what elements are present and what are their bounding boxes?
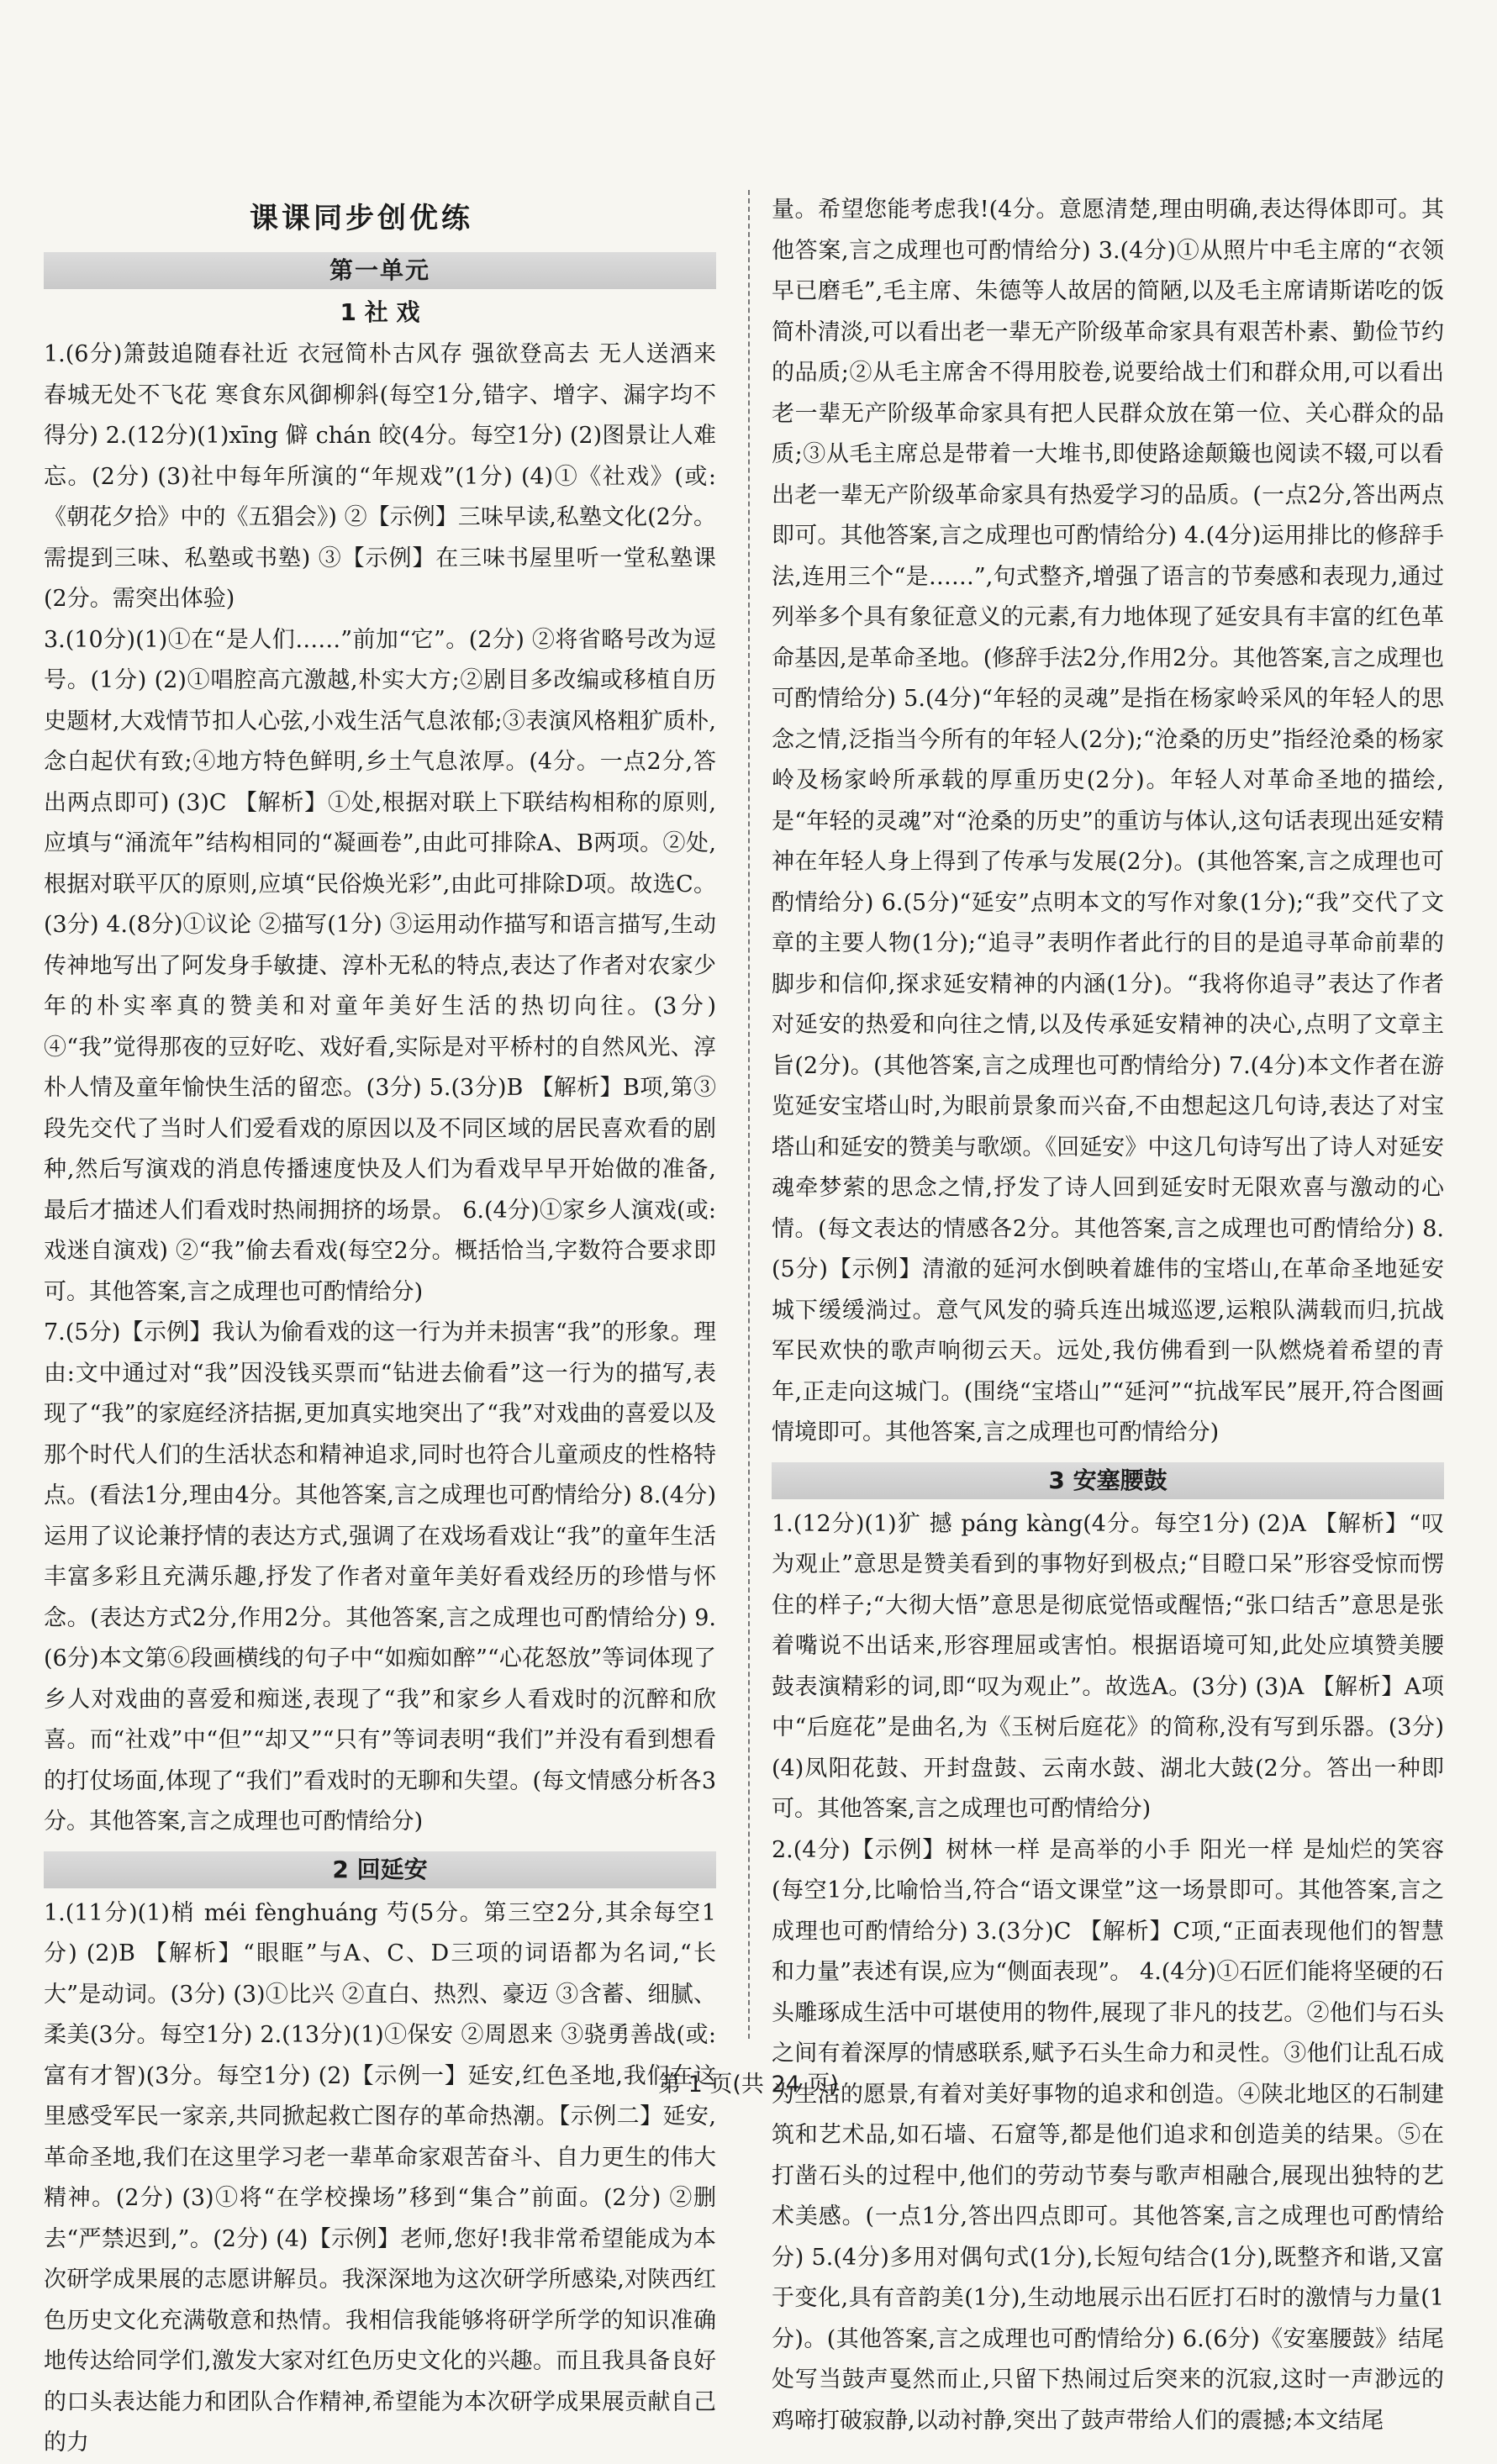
answer-paragraph: 1.(12分)(1)犷 撼 páng kàng(4分。每空1分) (2)A 【解析】“叹为观止”意思是赞美看到的事物好到极点;“目瞪口呆”形容受惊而愣住的样子;“大彻大悟”意思是彻底觉悟或醒悟;“张口结舌”意思是张着嘴说不出话来,形容理屈或害怕。根据语境可知,此处应填赞美腰鼓表演精彩的词,即“叹为观止”。故选A。(3分) (3)A 【解析】A项中“后庭花”是曲名,为《玉树后庭花》的简称,没有写到乐器。(3分) (4)凤阳花鼓、开封盘鼓、云南水鼓、湖北大鼓(2分。答出一种即可。其他答案,言之成理也可酌情给分) [772,1510,1444,1822]
unit-heading: 第一单元 [44,252,716,289]
lesson-2-heading: 2 回延安 [44,1851,716,1888]
right-column [772,190,1444,2441]
answer-paragraph: 2.(4分)【示例】树林一样 是高举的小手 阳光一样 是灿烂的笑容(每空1分,比喻恰当,符合“语文课堂”这一场景即可。其他答案,言之成理也可酌情给分) 3.(3分)C 【解析】C项,“正面表现他们的智慧和力量”表述有误,应为“侧面表现”。 4.(4分)①石匠们能将坚硬的石头雕琢成生活中可堪使用的物件,展现了非凡的技艺。②他们与石头之间有着深厚的情感联系,赋予石头生命力和灵性。③他们让乱石成为生活的愿景,有着对美好事物的追求和创造。④陕北地区的石制建筑和艺术品,如石墙、石窟等,都是他们追求和创造美的结果。⑤在打凿石头的过程中,他们的劳动节奏与歌声相融合,展现出独特的艺术美感。(一点1分,答出四点即可。其他答案,言之成理也可酌情给分) 5.(4分)多用对偶句式(1分),长短句结合(1分),既整齐和谐,又富于变化,具有音韵美(1分),生动地展示出石匠打石时的激情与力量(1分)。(其他答案,言之成理也可酌情给分) 6.(6分)《安塞腰鼓》结尾处写当鼓声戛然而止,只留下热闹过后突来的沉寂,这时一声渺远的鸡啼打破寂静,以动衬静,突出了鼓声带给人们的震撼;本文结尾 [772,1836,1444,2434]
answer-paragraph: 3.(10分)(1)①在“是人们……”前加“它”。(2分) ②将省略号改为逗号。(1分) (2)①唱腔高亢激越,朴实大方;②剧目多改编或移植自历史题材,大戏情节扣人心弦,小戏生活气息浓郁;③表演风格粗犷质朴,念白起伏有致;④地方特色鲜明,乡土气息浓厚。(4分。一点2分,答出两点即可) (3)C 【解析】①处,根据对联上下联结构相称的原则,应填与“涌流年”结构相同的“凝画卷”,由此可排除A、B两项。②处,根据对联平仄的原则,应填“民俗焕光彩”,由此可排除D项。故选C。(3分) 4.(8分)①议论 ②描写(1分) ③运用动作描写和语言描写,生动传神地写出了阿发身手敏捷、淳朴无私的特点,表达了作者对农家少年的朴实率真的赞美和对童年美好生活的热切向往。(3分) ④“我”觉得那夜的豆好吃、戏好看,实际是对平桥村的自然风光、淳朴人情及童年愉快生活的留恋。(3分) 5.(3分)B 【解析】B项,第③段先交代了当时人们爱看戏的原因以及不同区域的居民喜欢看的剧种,然后写演戏的消息传播速度快及人们为看戏早早开始做的准备,最后才描述人们看戏时热闹拥挤的场景。 6.(4分)①家乡人演戏(或:戏迷自演戏) ②“我”偷去看戏(每空2分。概括恰当,字数符合要求即可。其他答案,言之成理也可酌情给分) [44,626,716,1305]
page-number: 第 1 页(共 24 页) [658,2072,839,2098]
column-divider [748,190,750,2039]
lesson-3-heading: 3 安塞腰鼓 [772,1462,1444,1499]
left-column [44,250,716,2464]
answer-paragraph: 1.(11分)(1)梢 méi fènghuáng 芍(5分。第三空2分,其余每空1分) (2)B 【解析】“眼眶”与A、C、D三项的词语都为名词,“长大”是动词。(3分) (3)①比兴 ②直白、热烈、豪迈 ③含蓄、细腻、柔美(3分。每空1分) 2.(13分)(1)①保安 ②周恩来 ③骁勇善战(或:富有才智)(3分。每空1分) (2)【示例一】延安,红色圣地,我们在这里感受军民一家亲,共同掀起救亡图存的革命热潮。【示例二】延安,革命圣地,我们在这里学习老一辈革命家艰苦奋斗、自力更生的伟大精神。(2分) (3)①将“在学校操场”移到“集合”前面。(2分) ②删去“严禁迟到,”。(2分) (4)【示例】老师,您好!我非常希望能成为本次研学成果展的志愿讲解员。我深深地为这次研学所感染,对陕西红色历史文化充满敬意和热情。我相信我能够将研学所学的知识准确地传达给同学们,激发大家对红色历史文化的兴趣。而且我具备良好的口头表达能力和团队合作精神,希望能为本次研学成果展贡献自己的力 [44,1899,716,2456]
page-title: 课课同步创优练 [250,202,473,235]
lesson-1-heading: 1 社 戏 [340,298,420,326]
answer-paragraph: 1.(6分)箫鼓追随春社近 衣冠简朴古风存 强欲登高去 无人送酒来 春城无处不飞花 寒食东风御柳斜(每空1分,错字、增字、漏字均不得分) 2.(12分)(1)xīng 僻 chán 皎(4分。每空1分) (2)图景让人难忘。(2分) (3)社中每年所演的“年规戏”(1分) (4)①《社戏》(或:《朝花夕拾》中的《五猖会》) ②【示例】三味早读,私塾文化(2分。需提到三味、私塾或书塾) ③【示例】在三味书屋里听一堂私塾课(2分。需突出体验) [44,341,716,612]
answer-paragraph: 量。希望您能考虑我!(4分。意愿清楚,理由明确,表达得体即可。其他答案,言之成理也可酌情给分) 3.(4分)①从照片中毛主席的“衣领早已磨毛”,毛主席、朱德等人故居的简陋,以及毛主席请斯诺吃的饭简朴清淡,可以看出老一辈无产阶级革命家具有艰苦朴素、勤俭节约的品质;②从毛主席舍不得用胶卷,说要给战士们和群众用,可以看出老一辈无产阶级革命家具有把人民群众放在第一位、关心群众的品质;③从毛主席总是带着一大堆书,即使路途颠簸也阅读不辍,可以看出老一辈无产阶级革命家具有热爱学习的品质。(一点2分,答出两点即可。其他答案,言之成理也可酌情给分) 4.(4分)运用排比的修辞手法,连用三个“是……”,句式整齐,增强了语言的节奏感和表现力,通过列举多个具有象征意义的元素,有力地体现了延安具有丰富的红色革命基因,是革命圣地。(修辞手法2分,作用2分。其他答案,言之成理也可酌情给分) 5.(4分)“年轻的灵魂”是指在杨家岭采风的年轻人的思念之情,泛指当今所有的年轻人(2分);“沧桑的历史”指经沧桑的杨家岭及杨家岭所承载的厚重历史(2分)。年轻人对革命圣地的描绘,是“年轻的灵魂”对“沧桑的历史”的重访与体认,这句话表现出延安精神在年轻人身上得到了传承与发展(2分)。(其他答案,言之成理也可酌情给分) 6.(5分)“延安”点明本文的写作对象(1分);“我”交代了文章的主要人物(1分);“追寻”表明作者此行的目的是追寻革命前辈的脚步和信仰,探求延安精神的内涵(1分)。“我将你追寻”表达了作者对延安的热爱和向往之情,以及传承延安精神的决心,点明了文章主旨(2分)。(其他答案,言之成理也可酌情给分) 7.(4分)本文作者在游览延安宝塔山时,为眼前景象而兴奋,不由想起这几句诗,表达了对宝塔山和延安的赞美与歌颂。《回延安》中这几句诗写出了诗人对延安魂牵梦萦的思念之情,抒发了诗人回到延安时无限欢喜与激动的心情。(每文表达的情感各2分。其他答案,言之成理也可酌情给分) 8.(5分)【示例】清澈的延河水倒映着雄伟的宝塔山,在革命圣地延安城下缓缓淌过。意气风发的骑兵连出城巡逻,运粮队满载而归,抗战军民欢快的歌声响彻云天。远处,我仿佛看到一队燃烧着希望的青年,正走向这城门。(围绕“宝塔山”“延河”“抗战军民”展开,符合图画情境即可。其他答案,言之成理也可酌情给分) [772,197,1444,1445]
answer-paragraph: 7.(5分)【示例】我认为偷看戏的这一行为并未损害“我”的形象。理由:文中通过对“我”因没钱买票而“钻进去偷看”这一行为的描写,表现了“我”的家庭经济拮据,更加真实地突出了“我”对戏曲的喜爱以及那个时代人们的生活状态和精神追求,同时也符合儿童顽皮的性格特点。(看法1分,理由4分。其他答案,言之成理也可酌情给分) 8.(4分)运用了议论兼抒情的表达方式,强调了在戏场看戏让“我”的童年生活丰富多彩且充满乐趣,抒发了作者对童年美好看戏经历的珍惜与怀念。(表达方式2分,作用2分。其他答案,言之成理也可酌情给分) 9.(6分)本文第⑥段画横线的句子中“如痴如醉”“心花怒放”等词体现了乡人对戏曲的喜爱和痴迷,表现了“我”和家乡人看戏时的沉醉和欣喜。而“社戏”中“但”“却又”“只有”等词表明“我们”并没有看到想看的打仗场面,体现了“我们”看戏时的无聊和失望。(每文情感分析各3分。其他答案,言之成理也可酌情给分) [44,1319,716,1835]
